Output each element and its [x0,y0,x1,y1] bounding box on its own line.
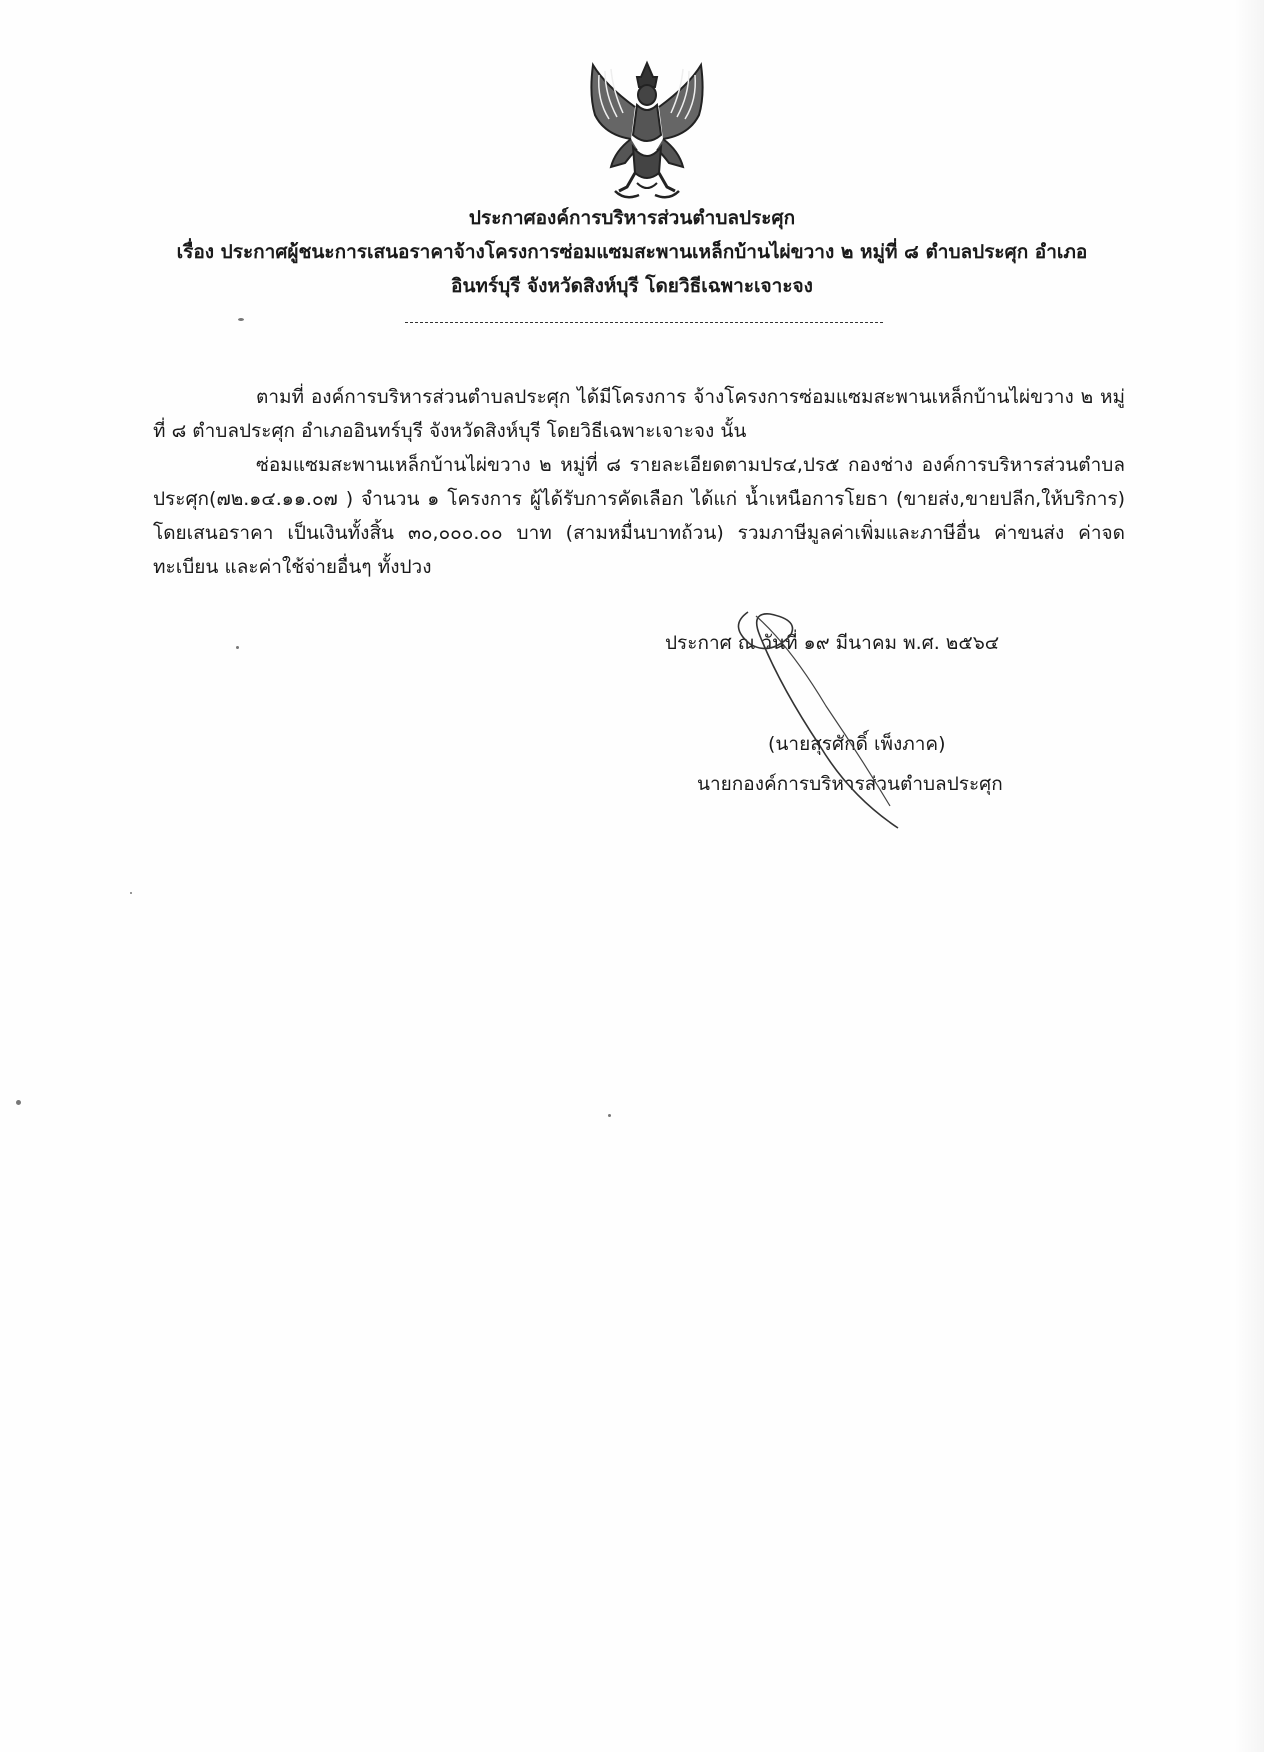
scan-speck [130,892,132,894]
body-paragraph-2 [153,448,1125,584]
scan-speck [236,646,239,649]
title-divider [405,322,883,323]
signer-position: นายกองค์การบริหารส่วนตำบลประศุก [697,773,1003,795]
body-paragraph-1 [153,380,1125,448]
scan-speck [16,1100,21,1105]
garuda-emblem-icon [575,55,720,205]
scan-speck [608,1114,611,1117]
announcement-subject-line-1: เรื่อง ประกาศผู้ชนะการเสนอราคาจ้างโครงการซ่อมแซมสะพานเหล็กบ้านไผ่ขวาง ๒ หมู่ที่ ๘ ตำบลประศุก อำเภอ [176,241,1088,263]
scan-speck [238,318,244,321]
body-paragraph-1-text: ตามที่ องค์การบริหารส่วนตำบลประศุก ได้มีโครงการ จ้างโครงการซ่อมแซมสะพานเหล็กบ้านไผ่ขวาง ๒ หมู่ที่ ๘ ตำบลประศุก อำเภออินทร์บุรี จังหวัดสิงห์บุรี โดยวิธีเฉพาะเจาะจง นั้น [153,386,1125,442]
announcement-title: ประกาศองค์การบริหารส่วนตำบลประศุก [468,207,796,229]
scan-edge-shadow [1234,0,1264,1752]
body-paragraph-2-text: ซ่อมแซมสะพานเหล็กบ้านไผ่ขวาง ๒ หมู่ที่ ๘ รายละเอียดตามปร๔,ปร๕ กองช่าง องค์การบริหารส่วนตำบลประศุก(๗๒.๑๔.๑๑.๐๗ ) จำนวน ๑ โครงการ ผู้ได้รับการคัดเลือก ได้แก่ น้ำเหนือการโยธา (ขายส่ง,ขายปลีก,ให้บริการ) โดยเสนอราคา เป็นเงินทั้งสิ้น ๓๐,๐๐๐.๐๐ บาท (สามหมื่นบาทถ้วน) รวมภาษีมูลค่าเพิ่มและภาษีอื่น ค่าขนส่ง ค่าจดทะเบียน และค่าใช้จ่ายอื่นๆ ทั้งปวง [153,454,1125,578]
announcement-date: ประกาศ ณ วันที่ ๑๙ มีนาคม พ.ศ. ๒๕๖๔ [665,632,1000,654]
announcement-subject-line-2: อินทร์บุรี จังหวัดสิงห์บุรี โดยวิธีเฉพาะเจาะจง [451,275,813,297]
signer-name: (นายสุรศักดิ์ เพ็งภาค) [768,733,946,755]
